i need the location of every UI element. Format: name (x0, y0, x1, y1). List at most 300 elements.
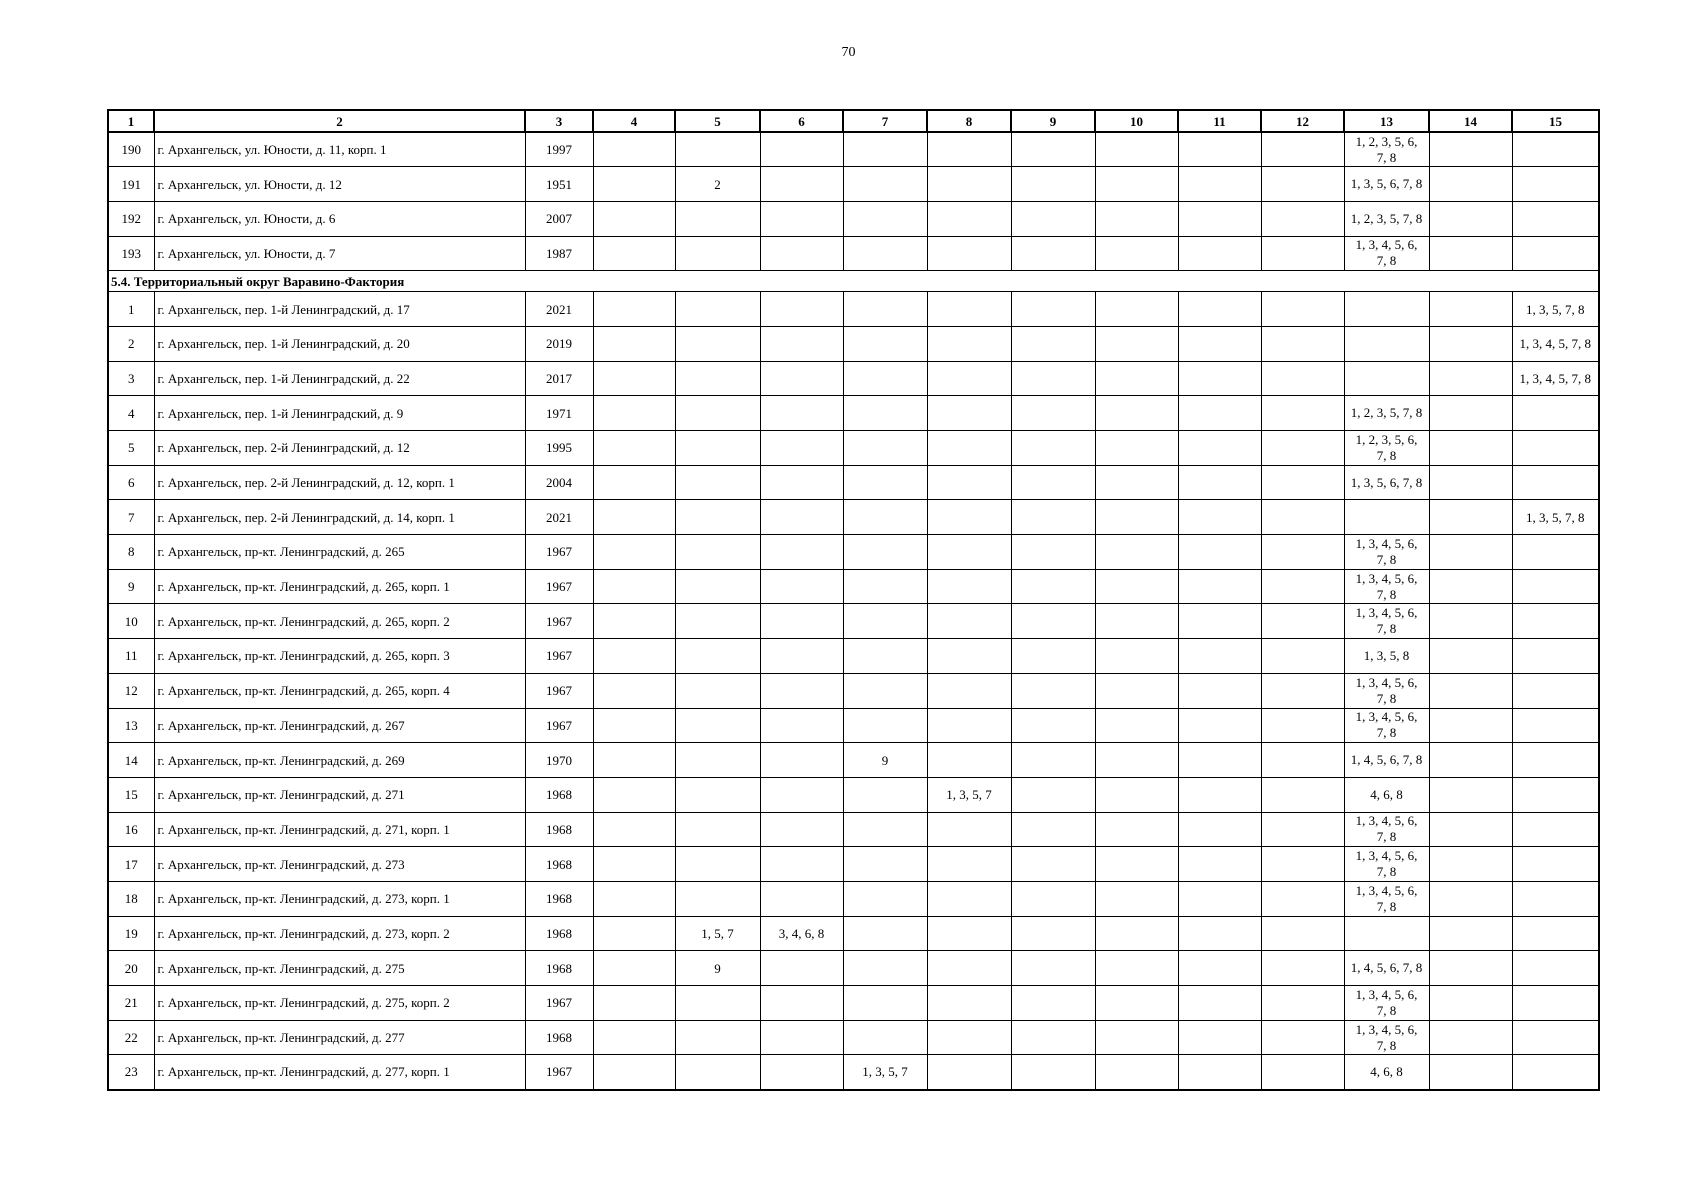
table-row (108, 916, 1599, 951)
cell-col-6 (760, 326, 843, 361)
cell-col-7 (843, 465, 927, 500)
cell-col-4 (593, 951, 675, 986)
column-header-11: 11 (1178, 110, 1261, 132)
cell-col-3: 1967 (525, 604, 593, 639)
cell-col-12 (1261, 167, 1344, 202)
cell-col-15 (1512, 812, 1599, 847)
cell-col-7 (843, 569, 927, 604)
cell-col-13: 1, 3, 5, 6, 7, 8 (1344, 167, 1429, 202)
cell-col-10 (1095, 743, 1178, 778)
cell-col-10 (1095, 1055, 1178, 1090)
cell-col-9 (1011, 708, 1095, 743)
cell-col-4 (593, 916, 675, 951)
cell-col-15 (1512, 604, 1599, 639)
cell-col-14 (1429, 743, 1512, 778)
cell-col-12 (1261, 951, 1344, 986)
cell-col-7 (843, 167, 927, 202)
cell-col-1: 8 (108, 535, 154, 570)
cell-col-4 (593, 812, 675, 847)
table-row (108, 535, 1599, 570)
cell-col-9 (1011, 201, 1095, 236)
cell-col-9 (1011, 1020, 1095, 1055)
cell-col-2: г. Архангельск, пр-кт. Ленинградский, д. 273 (154, 847, 525, 882)
column-header-2: 2 (154, 110, 525, 132)
cell-col-11 (1178, 708, 1261, 743)
cell-col-5 (675, 465, 760, 500)
cell-col-1: 9 (108, 569, 154, 604)
cell-col-14 (1429, 812, 1512, 847)
cell-col-14 (1429, 167, 1512, 202)
cell-col-3: 1995 (525, 431, 593, 466)
cell-col-11 (1178, 673, 1261, 708)
cell-col-13: 1, 3, 5, 6, 7, 8 (1344, 465, 1429, 500)
cell-col-1: 5 (108, 431, 154, 466)
cell-col-2: г. Архангельск, пер. 1-й Ленинградский, д. 9 (154, 396, 525, 431)
cell-col-5 (675, 396, 760, 431)
cell-col-1: 22 (108, 1020, 154, 1055)
table-row (108, 361, 1599, 396)
table-row (108, 986, 1599, 1021)
cell-col-13: 1, 3, 4, 5, 6, 7, 8 (1344, 673, 1429, 708)
cell-col-9 (1011, 361, 1095, 396)
cell-col-5 (675, 604, 760, 639)
cell-col-10 (1095, 673, 1178, 708)
column-header-15: 15 (1512, 110, 1599, 132)
cell-col-9 (1011, 236, 1095, 271)
cell-col-11 (1178, 1055, 1261, 1090)
cell-col-7 (843, 201, 927, 236)
cell-col-4 (593, 396, 675, 431)
cell-col-8 (927, 361, 1011, 396)
cell-col-3: 2019 (525, 326, 593, 361)
cell-col-13: 1, 2, 3, 5, 6, 7, 8 (1344, 132, 1429, 167)
cell-col-8 (927, 847, 1011, 882)
cell-col-13: 1, 2, 3, 5, 7, 8 (1344, 396, 1429, 431)
cell-col-15 (1512, 916, 1599, 951)
cell-col-15 (1512, 465, 1599, 500)
cell-col-3: 1967 (525, 1055, 593, 1090)
cell-col-5 (675, 500, 760, 535)
cell-col-12 (1261, 639, 1344, 674)
cell-col-15: 1, 3, 4, 5, 7, 8 (1512, 326, 1599, 361)
cell-col-7: 1, 3, 5, 7 (843, 1055, 927, 1090)
cell-col-11 (1178, 465, 1261, 500)
cell-col-9 (1011, 812, 1095, 847)
cell-col-5 (675, 743, 760, 778)
cell-col-2: г. Архангельск, пер. 2-й Ленинградский, д. 12, корп. 1 (154, 465, 525, 500)
cell-col-5 (675, 132, 760, 167)
cell-col-5 (675, 292, 760, 327)
cell-col-4 (593, 639, 675, 674)
cell-col-13: 1, 4, 5, 6, 7, 8 (1344, 951, 1429, 986)
cell-col-8 (927, 326, 1011, 361)
cell-col-11 (1178, 292, 1261, 327)
cell-col-15 (1512, 132, 1599, 167)
cell-col-4 (593, 847, 675, 882)
cell-col-11 (1178, 812, 1261, 847)
table-row (108, 292, 1599, 327)
cell-col-5 (675, 236, 760, 271)
cell-col-7 (843, 535, 927, 570)
cell-col-7 (843, 951, 927, 986)
cell-col-10 (1095, 708, 1178, 743)
cell-col-7 (843, 881, 927, 916)
cell-col-15 (1512, 986, 1599, 1021)
cell-col-6 (760, 777, 843, 812)
section-row (108, 271, 1599, 292)
cell-col-9 (1011, 292, 1095, 327)
cell-col-10 (1095, 916, 1178, 951)
cell-col-1: 7 (108, 500, 154, 535)
table-row (108, 569, 1599, 604)
cell-col-6 (760, 201, 843, 236)
cell-col-14 (1429, 361, 1512, 396)
cell-col-9 (1011, 326, 1095, 361)
cell-col-10 (1095, 326, 1178, 361)
cell-col-6 (760, 132, 843, 167)
cell-col-10 (1095, 535, 1178, 570)
cell-col-3: 1987 (525, 236, 593, 271)
cell-col-15 (1512, 236, 1599, 271)
cell-col-1: 190 (108, 132, 154, 167)
cell-col-1: 4 (108, 396, 154, 431)
cell-col-2: г. Архангельск, пр-кт. Ленинградский, д. 265, корп. 1 (154, 569, 525, 604)
cell-col-1: 193 (108, 236, 154, 271)
cell-col-15 (1512, 396, 1599, 431)
cell-col-8 (927, 673, 1011, 708)
cell-col-2: г. Архангельск, пр-кт. Ленинградский, д. 275, корп. 2 (154, 986, 525, 1021)
header-row (108, 110, 1599, 132)
cell-col-2: г. Архангельск, ул. Юности, д. 11, корп. 1 (154, 132, 525, 167)
cell-col-2: г. Архангельск, пр-кт. Ленинградский, д. 267 (154, 708, 525, 743)
cell-col-7 (843, 812, 927, 847)
cell-col-11 (1178, 361, 1261, 396)
cell-col-1: 6 (108, 465, 154, 500)
cell-col-7 (843, 500, 927, 535)
cell-col-15: 1, 3, 5, 7, 8 (1512, 292, 1599, 327)
cell-col-14 (1429, 292, 1512, 327)
table-header (108, 110, 1599, 132)
cell-col-15 (1512, 201, 1599, 236)
cell-col-9 (1011, 431, 1095, 466)
table-row (108, 951, 1599, 986)
cell-col-4 (593, 361, 675, 396)
cell-col-10 (1095, 132, 1178, 167)
cell-col-5 (675, 639, 760, 674)
cell-col-2: г. Архангельск, пр-кт. Ленинградский, д. 275 (154, 951, 525, 986)
cell-col-2: г. Архангельск, пр-кт. Ленинградский, д. 265, корп. 2 (154, 604, 525, 639)
cell-col-12 (1261, 396, 1344, 431)
cell-col-12 (1261, 361, 1344, 396)
cell-col-6: 3, 4, 6, 8 (760, 916, 843, 951)
cell-col-8 (927, 167, 1011, 202)
cell-col-4 (593, 326, 675, 361)
cell-col-10 (1095, 201, 1178, 236)
cell-col-10 (1095, 431, 1178, 466)
table-row (108, 812, 1599, 847)
cell-col-2: г. Архангельск, пр-кт. Ленинградский, д. 271, корп. 1 (154, 812, 525, 847)
cell-col-13 (1344, 361, 1429, 396)
cell-col-14 (1429, 673, 1512, 708)
cell-col-5 (675, 881, 760, 916)
cell-col-3: 1951 (525, 167, 593, 202)
cell-col-6 (760, 881, 843, 916)
table-row (108, 1055, 1599, 1090)
cell-col-8 (927, 743, 1011, 778)
page-number: 70 (841, 45, 856, 60)
cell-col-5 (675, 673, 760, 708)
cell-col-10 (1095, 396, 1178, 431)
cell-col-9 (1011, 1055, 1095, 1090)
cell-col-9 (1011, 743, 1095, 778)
cell-col-5 (675, 847, 760, 882)
cell-col-14 (1429, 201, 1512, 236)
cell-col-12 (1261, 326, 1344, 361)
cell-col-9 (1011, 396, 1095, 431)
cell-col-4 (593, 777, 675, 812)
cell-col-15 (1512, 777, 1599, 812)
cell-col-7 (843, 916, 927, 951)
table-row (108, 639, 1599, 674)
cell-col-11 (1178, 1020, 1261, 1055)
cell-col-3: 2021 (525, 292, 593, 327)
cell-col-5 (675, 1020, 760, 1055)
cell-col-11 (1178, 986, 1261, 1021)
cell-col-5 (675, 431, 760, 466)
column-header-5: 5 (675, 110, 760, 132)
cell-col-14 (1429, 847, 1512, 882)
cell-col-8 (927, 396, 1011, 431)
cell-col-2: г. Архангельск, пер. 2-й Ленинградский, д. 12 (154, 431, 525, 466)
cell-col-8: 1, 3, 5, 7 (927, 777, 1011, 812)
cell-col-7 (843, 361, 927, 396)
cell-col-13: 1, 3, 4, 5, 6, 7, 8 (1344, 1020, 1429, 1055)
cell-col-14 (1429, 951, 1512, 986)
cell-col-5 (675, 361, 760, 396)
housing-register-table (107, 109, 1600, 1091)
cell-col-8 (927, 1055, 1011, 1090)
cell-col-3: 1967 (525, 986, 593, 1021)
cell-col-6 (760, 951, 843, 986)
column-header-9: 9 (1011, 110, 1095, 132)
table-row (108, 708, 1599, 743)
cell-col-13: 1, 3, 4, 5, 6, 7, 8 (1344, 535, 1429, 570)
cell-col-13: 1, 3, 4, 5, 6, 7, 8 (1344, 236, 1429, 271)
cell-col-8 (927, 236, 1011, 271)
cell-col-9 (1011, 673, 1095, 708)
column-header-6: 6 (760, 110, 843, 132)
cell-col-12 (1261, 743, 1344, 778)
table-row (108, 132, 1599, 167)
cell-col-12 (1261, 292, 1344, 327)
cell-col-13: 1, 2, 3, 5, 7, 8 (1344, 201, 1429, 236)
cell-col-8 (927, 500, 1011, 535)
cell-col-14 (1429, 777, 1512, 812)
cell-col-8 (927, 708, 1011, 743)
cell-col-3: 2007 (525, 201, 593, 236)
cell-col-14 (1429, 1020, 1512, 1055)
cell-col-5 (675, 569, 760, 604)
cell-col-14 (1429, 326, 1512, 361)
cell-col-11 (1178, 431, 1261, 466)
cell-col-10 (1095, 951, 1178, 986)
cell-col-6 (760, 812, 843, 847)
cell-col-13: 1, 3, 5, 8 (1344, 639, 1429, 674)
cell-col-10 (1095, 236, 1178, 271)
cell-col-4 (593, 986, 675, 1021)
cell-col-6 (760, 361, 843, 396)
cell-col-12 (1261, 673, 1344, 708)
cell-col-13: 1, 4, 5, 6, 7, 8 (1344, 743, 1429, 778)
table-row (108, 201, 1599, 236)
cell-col-12 (1261, 1055, 1344, 1090)
cell-col-3: 1971 (525, 396, 593, 431)
cell-col-1: 192 (108, 201, 154, 236)
cell-col-1: 21 (108, 986, 154, 1021)
cell-col-12 (1261, 916, 1344, 951)
cell-col-11 (1178, 236, 1261, 271)
column-header-8: 8 (927, 110, 1011, 132)
cell-col-4 (593, 132, 675, 167)
cell-col-12 (1261, 986, 1344, 1021)
cell-col-9 (1011, 777, 1095, 812)
cell-col-6 (760, 847, 843, 882)
table-row (108, 847, 1599, 882)
cell-col-4 (593, 236, 675, 271)
cell-col-11 (1178, 167, 1261, 202)
cell-col-15 (1512, 708, 1599, 743)
cell-col-1: 14 (108, 743, 154, 778)
cell-col-15: 1, 3, 4, 5, 7, 8 (1512, 361, 1599, 396)
cell-col-11 (1178, 916, 1261, 951)
cell-col-8 (927, 604, 1011, 639)
cell-col-14 (1429, 708, 1512, 743)
cell-col-3: 1968 (525, 916, 593, 951)
cell-col-14 (1429, 465, 1512, 500)
table-row (108, 236, 1599, 271)
cell-col-15 (1512, 535, 1599, 570)
cell-col-5: 1, 5, 7 (675, 916, 760, 951)
cell-col-4 (593, 604, 675, 639)
cell-col-10 (1095, 569, 1178, 604)
table-row (108, 604, 1599, 639)
cell-col-5 (675, 812, 760, 847)
cell-col-9 (1011, 569, 1095, 604)
cell-col-13: 1, 2, 3, 5, 6, 7, 8 (1344, 431, 1429, 466)
cell-col-12 (1261, 431, 1344, 466)
cell-col-12 (1261, 500, 1344, 535)
cell-col-15 (1512, 743, 1599, 778)
cell-col-1: 10 (108, 604, 154, 639)
cell-col-15: 1, 3, 5, 7, 8 (1512, 500, 1599, 535)
cell-col-12 (1261, 604, 1344, 639)
cell-col-15 (1512, 673, 1599, 708)
cell-col-1: 1 (108, 292, 154, 327)
cell-col-3: 1968 (525, 812, 593, 847)
cell-col-1: 11 (108, 639, 154, 674)
cell-col-1: 3 (108, 361, 154, 396)
table-row (108, 167, 1599, 202)
cell-col-9 (1011, 500, 1095, 535)
cell-col-15 (1512, 1020, 1599, 1055)
table-body (108, 132, 1599, 1090)
cell-col-1: 13 (108, 708, 154, 743)
cell-col-9 (1011, 639, 1095, 674)
cell-col-4 (593, 708, 675, 743)
cell-col-10 (1095, 986, 1178, 1021)
cell-col-13: 4, 6, 8 (1344, 777, 1429, 812)
cell-col-14 (1429, 881, 1512, 916)
cell-col-3: 2021 (525, 500, 593, 535)
cell-col-9 (1011, 847, 1095, 882)
cell-col-12 (1261, 847, 1344, 882)
cell-col-15 (1512, 167, 1599, 202)
cell-col-7 (843, 1020, 927, 1055)
cell-col-2: г. Архангельск, пр-кт. Ленинградский, д. 273, корп. 2 (154, 916, 525, 951)
cell-col-3: 2004 (525, 465, 593, 500)
cell-col-7 (843, 986, 927, 1021)
cell-col-7 (843, 431, 927, 466)
cell-col-6 (760, 500, 843, 535)
cell-col-8 (927, 132, 1011, 167)
cell-col-15 (1512, 951, 1599, 986)
cell-col-14 (1429, 431, 1512, 466)
cell-col-5 (675, 535, 760, 570)
section-title: 5.4. Территориальный округ Варавино-Фактория (108, 271, 1599, 292)
cell-col-12 (1261, 708, 1344, 743)
cell-col-8 (927, 535, 1011, 570)
cell-col-3: 1967 (525, 639, 593, 674)
cell-col-5: 9 (675, 951, 760, 986)
cell-col-9 (1011, 986, 1095, 1021)
cell-col-11 (1178, 604, 1261, 639)
cell-col-4 (593, 673, 675, 708)
column-header-13: 13 (1344, 110, 1429, 132)
cell-col-6 (760, 396, 843, 431)
table-row (108, 673, 1599, 708)
cell-col-12 (1261, 236, 1344, 271)
cell-col-2: г. Архангельск, пр-кт. Ленинградский, д. 265, корп. 3 (154, 639, 525, 674)
cell-col-15 (1512, 639, 1599, 674)
cell-col-2: г. Архангельск, ул. Юности, д. 7 (154, 236, 525, 271)
cell-col-2: г. Архангельск, пр-кт. Ленинградский, д. 273, корп. 1 (154, 881, 525, 916)
cell-col-11 (1178, 777, 1261, 812)
cell-col-3: 1967 (525, 535, 593, 570)
cell-col-4 (593, 292, 675, 327)
cell-col-1: 2 (108, 326, 154, 361)
cell-col-13 (1344, 916, 1429, 951)
cell-col-14 (1429, 986, 1512, 1021)
cell-col-3: 1997 (525, 132, 593, 167)
cell-col-9 (1011, 881, 1095, 916)
cell-col-11 (1178, 639, 1261, 674)
cell-col-1: 16 (108, 812, 154, 847)
cell-col-14 (1429, 396, 1512, 431)
cell-col-6 (760, 292, 843, 327)
column-header-14: 14 (1429, 110, 1512, 132)
cell-col-10 (1095, 1020, 1178, 1055)
cell-col-2: г. Архангельск, пер. 1-й Ленинградский, д. 22 (154, 361, 525, 396)
cell-col-13: 1, 3, 4, 5, 6, 7, 8 (1344, 986, 1429, 1021)
cell-col-3: 1970 (525, 743, 593, 778)
cell-col-2: г. Архангельск, ул. Юности, д. 12 (154, 167, 525, 202)
cell-col-12 (1261, 1020, 1344, 1055)
cell-col-10 (1095, 292, 1178, 327)
cell-col-7 (843, 639, 927, 674)
cell-col-14 (1429, 500, 1512, 535)
cell-col-10 (1095, 465, 1178, 500)
cell-col-5 (675, 708, 760, 743)
